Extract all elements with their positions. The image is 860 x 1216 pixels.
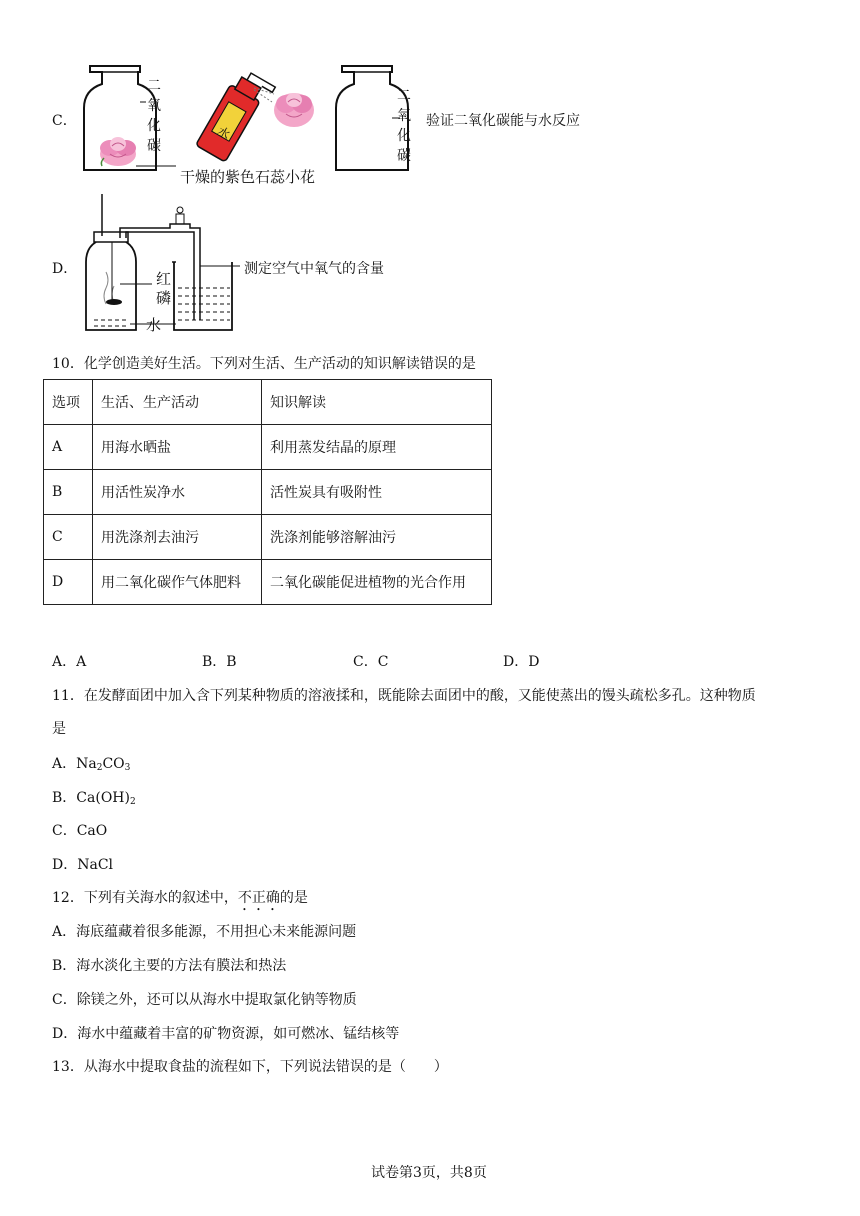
option-d-letter: D． [52,261,78,277]
table-cell: B [44,470,93,515]
q12-stem: 12．下列有关海水的叙述中，不正确的是 [52,890,308,906]
table-header-cell: 选项 [44,380,93,425]
q10-option-a[interactable]: A．A [52,654,87,670]
table-cell: D [44,560,93,605]
q10-stem: 10．化学创造美好生活。下列对生活、生产活动的知识解读错误的是 [52,356,476,372]
co2-jar-with-flower-figure [80,62,180,177]
table-cell: 洗涤剂能够溶解油污 [262,515,492,560]
dry-litmus-flower-caption: 干燥的紫色石蕊小花 [180,168,316,186]
q13-stem: 13．从海水中提取食盐的流程如下，下列说法错误的是（ ） [52,1059,448,1075]
q12-option-b[interactable]: B．海水淡化主要的方法有膜法和热法 [52,958,287,974]
table-row [44,425,492,470]
table-cell: A [44,425,93,470]
q12-option-c[interactable]: C．除镁之外，还可以从海水中提取氯化钠等物质 [52,992,357,1008]
table-header-cell: 生活、生产活动 [93,380,262,425]
table-cell: 用洗涤剂去油污 [93,515,262,560]
water-label: 水 [146,316,162,334]
spray-water-label: 水 [215,123,233,142]
table-cell: 利用蒸发结晶的原理 [262,425,492,470]
flower-icon [100,137,136,166]
table-cell: 活性炭具有吸附性 [262,470,492,515]
table-row [44,470,492,515]
q11-option-d[interactable]: D．NaCl [52,857,114,873]
q11-stem-line2: 是 [52,721,66,737]
red-phosphorus-label: 红 磷 [156,270,172,307]
q11-option-b[interactable]: B．$Ca(OH)_2$ [52,790,136,807]
q11-option-a[interactable]: A．$Na_2CO_3$ [52,756,131,773]
option-c-letter: C． [52,113,77,129]
spray-bottle-figure [190,66,330,166]
q11-stem-line1: 11．在发酵面团中加入含下列某种物质的溶液揉和，既能除去面团中的酸，又能使蒸出的馒头疏松多孔。这种物质 [52,688,756,704]
table-cell: 用二氧化碳作气体肥料 [93,560,262,605]
q10-option-d[interactable]: D．D [503,654,540,670]
table-cell: 用海水晒盐 [93,425,262,470]
jar1-gas-label: 二 氧 化 碳 [147,78,161,154]
q12-option-d[interactable]: D．海水中蕴藏着丰富的矿物资源，如可燃冰、锰结核等 [52,1026,400,1042]
page-footer: 试卷第3页，共8页 [371,1165,487,1181]
q10-table [43,379,492,605]
jar2-gas-label: 二 氧 化 碳 [397,88,411,164]
table-row [44,515,492,560]
table-cell: 二氧化碳能促进植物的光合作用 [262,560,492,605]
q12-option-a[interactable]: A．海底蕴藏着很多能源，不用担心未来能源问题 [52,924,357,940]
option-c-purpose: 验证二氧化碳能与水反应 [426,113,580,129]
table-row [44,560,492,605]
q11-option-c[interactable]: C．CaO [52,823,108,839]
q10-option-b[interactable]: B．B [202,654,237,670]
table-cell: C [44,515,93,560]
table-header-row [44,380,492,425]
option-d-purpose: 测定空气中氧气的含量 [244,261,384,277]
table-cell: 用活性炭净水 [93,470,262,515]
q10-option-c[interactable]: C．C [353,654,389,670]
flower-icon [274,93,314,127]
table-header-cell: 知识解读 [262,380,492,425]
emphasis-text: 不正确 [237,890,280,906]
